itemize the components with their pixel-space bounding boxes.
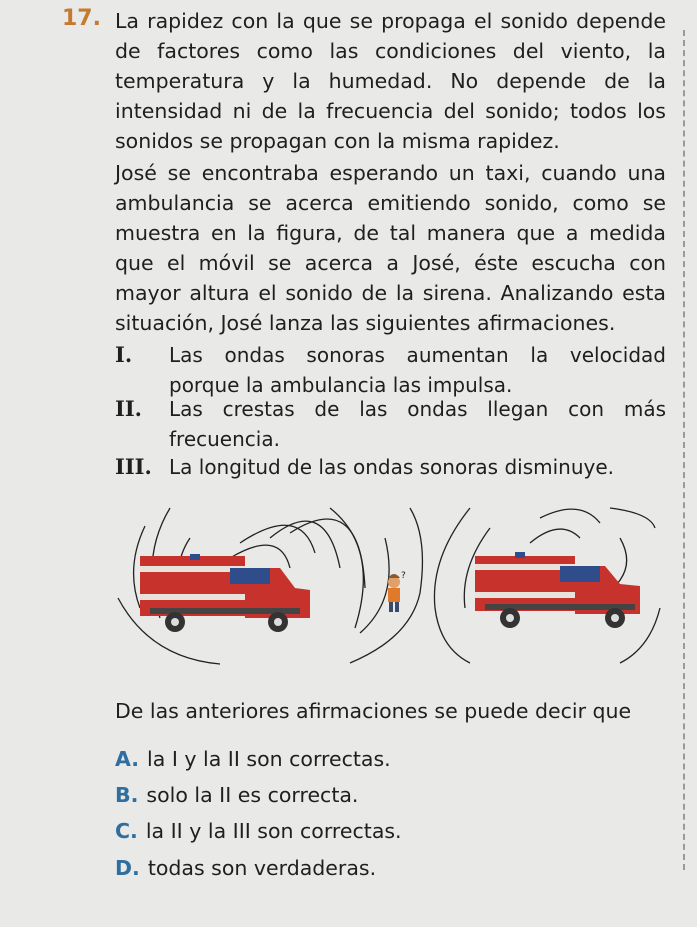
left-fire-truck: [140, 554, 310, 632]
option-c[interactable]: [115, 816, 402, 846]
boy-question-mark: ?: [401, 571, 406, 581]
statement-1: [115, 340, 666, 400]
option-b-letter: B.: [115, 783, 139, 807]
option-c-text: la II y la III son correctas.: [145, 819, 402, 843]
statement-2-numeral: II.: [115, 396, 142, 421]
statement-2-text: Las crestas de las ondas llegan con más frecuencia.: [169, 397, 666, 451]
question-paragraph-2: José se encontraba esperando un taxi, cuando una ambulancia se acerca emitiendo sonido, como se muestra en la figura, de tal manera que a medida que el móvil se acerca a José, éste escucha con mayor altura el sonido de la sirena. Analizando esta situación, José lanza las siguientes afirmaciones.: [115, 161, 666, 335]
option-b[interactable]: [115, 780, 358, 810]
statement-2: [115, 394, 666, 454]
option-a[interactable]: [115, 744, 391, 774]
right-fire-truck: [475, 552, 640, 628]
statement-3-text: La longitud de las ondas sonoras disminuye.: [169, 455, 615, 479]
statement-3: [115, 452, 666, 482]
statement-1-numeral: I.: [115, 342, 133, 367]
option-a-letter: A.: [115, 747, 140, 771]
statement-1-text: Las ondas sonoras aumentan la velocidad porque la ambulancia las impulsa.: [169, 343, 666, 397]
option-d-letter: D.: [115, 856, 140, 880]
option-c-letter: C.: [115, 819, 138, 843]
option-b-text: solo la II es correcta.: [146, 783, 359, 807]
boy-figure: [388, 571, 406, 612]
question-prompt: De las anteriores afirmaciones se puede decir que: [115, 699, 632, 723]
doppler-figure: [110, 498, 670, 683]
question-paragraph-1: La rapidez con la que se propaga el sonido depende de factores como las condiciones del viento, la temperatura y la humedad. No depende de la intensidad ni de la frecuencia del sonido; todos los sonidos se propagan con la misma rapidez.: [115, 9, 666, 153]
question-number: 17.: [62, 6, 101, 31]
statement-3-numeral: III.: [115, 454, 152, 479]
option-a-text: la I y la II son correctas.: [147, 747, 391, 771]
option-d-text: todas son verdaderas.: [147, 856, 377, 880]
option-d[interactable]: [115, 853, 376, 883]
page-margin-dashed-line: [683, 30, 685, 870]
